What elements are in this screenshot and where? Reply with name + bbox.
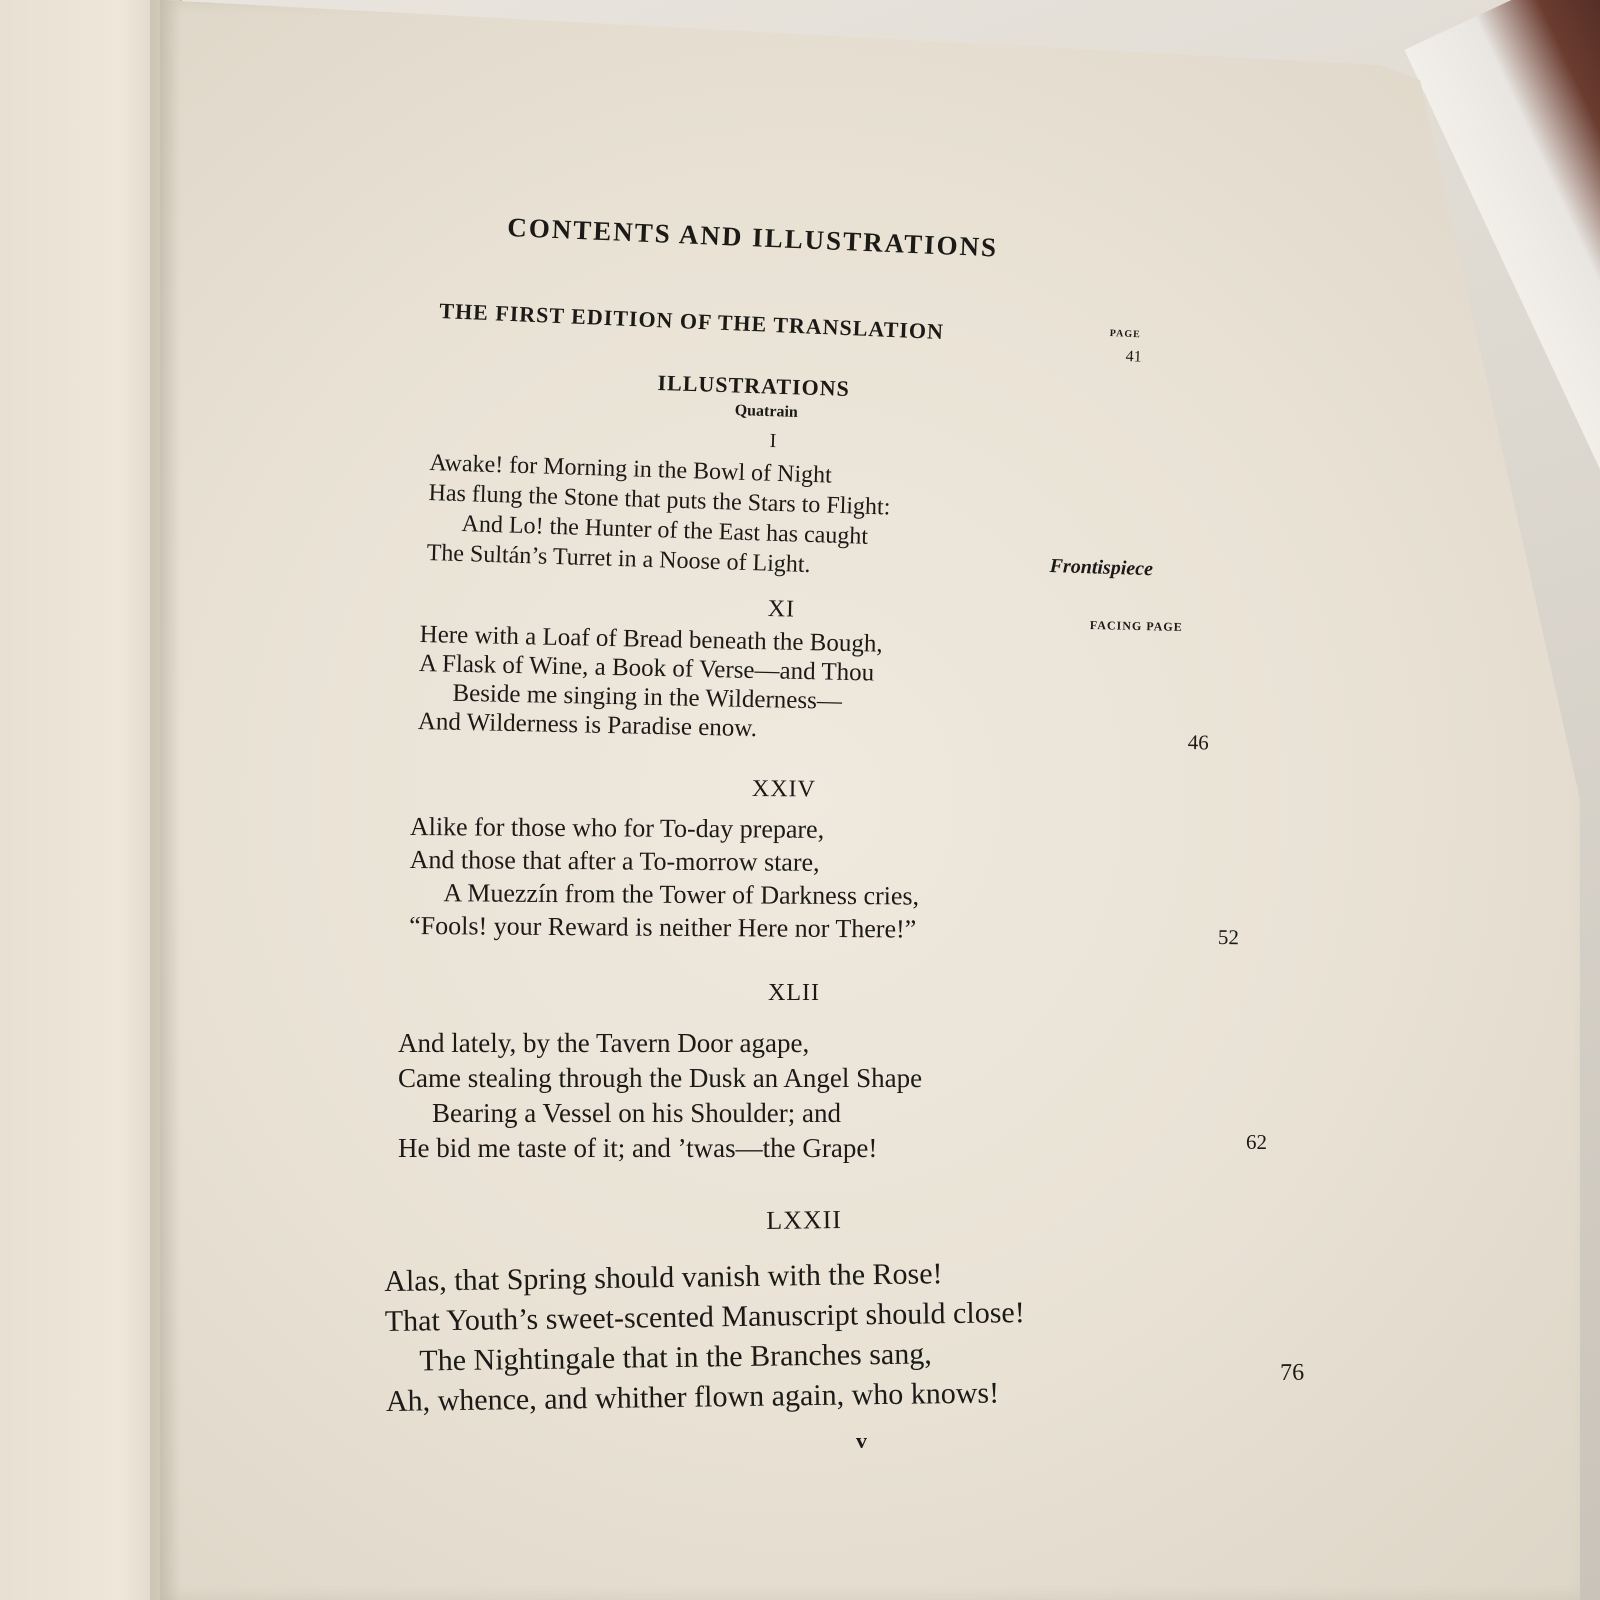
verse-line: Alas, that Spring should vanish with the Rose!	[384, 1257, 943, 1298]
quatrain-verse	[418, 620, 883, 746]
quatrain-verse	[398, 1026, 922, 1166]
quatrain-page: 76	[1280, 1359, 1305, 1386]
verse-line: And those that after a To-morrow stare,	[409, 844, 820, 877]
quatrain-verse	[426, 448, 892, 582]
quatrain-page: 62	[1246, 1130, 1267, 1154]
quatrain-page: Frontispiece	[1049, 555, 1154, 581]
facing-page-label: FACING PAGE	[1089, 618, 1183, 634]
verse-line: He bid me taste of it; and ’twas—the Grape!	[398, 1133, 878, 1163]
verse-line: Came stealing through the Dusk an Angel Shape	[398, 1063, 923, 1093]
verse-line: And lately, by the Tavern Door agape,	[398, 1028, 810, 1058]
verse-line: And Lo! the Hunter of the East has caught	[461, 511, 869, 550]
bleed-through-text	[420, 380, 425, 410]
quatrain-numeral: XI	[767, 596, 796, 623]
illustrations-title: ILLUSTRATIONS	[657, 370, 851, 402]
quatrain-label: Quatrain	[734, 402, 799, 421]
verse-line: Bearing a Vessel on his Shoulder; and	[432, 1098, 841, 1128]
verse-line: The Sultán’s Turret in a Noose of Light.	[426, 539, 811, 579]
verse-line: “Fools! your Reward is neither Here nor There!”	[409, 910, 917, 944]
section-page-number: 41	[1125, 348, 1142, 366]
verse-line: That Youth’s sweet-scented Manuscript should close!	[384, 1296, 1025, 1338]
verse-line: A Muezzín from the Tower of Darkness cries,	[443, 878, 920, 911]
quatrain-numeral: LXXII	[766, 1204, 843, 1235]
quatrain-numeral: XXIV	[751, 776, 816, 803]
quatrain-verse	[409, 810, 920, 946]
page-label: PAGE	[1109, 328, 1142, 341]
verse-line: Alike for those who for To-day prepare,	[409, 811, 825, 844]
page-title: CONTENTS AND ILLUSTRATIONS	[506, 212, 999, 263]
verse-line: And Wilderness is Paradise enow.	[417, 707, 758, 743]
quatrain-numeral: XLII	[768, 980, 820, 1006]
verse-line: Ah, whence, and whither flown again, who knows!	[385, 1376, 1000, 1418]
verse-line: The Nightingale that in the Branches sang,	[419, 1337, 932, 1378]
section-title: THE FIRST EDITION OF THE TRANSLATION	[438, 298, 945, 345]
quatrain-page: 52	[1217, 925, 1239, 950]
page-footer-numeral: v	[856, 1428, 867, 1453]
verse-line: Has flung the Stone that puts the Stars to Flight:	[428, 479, 891, 521]
verse-line: A Flask of Wine, a Book of Verse—and Thou	[418, 649, 875, 687]
quatrain-page: 46	[1187, 730, 1209, 755]
verse-line: Awake! for Morning in the Bowl of Night	[429, 449, 833, 489]
quatrain-numeral: I	[769, 430, 778, 453]
verse-line: Here with a Loaf of Bread beneath the Bough,	[419, 620, 883, 658]
quatrain-verse	[384, 1253, 1026, 1422]
page-gutter	[150, 0, 180, 1600]
verse-line: Beside me singing in the Wilderness—	[452, 679, 843, 715]
